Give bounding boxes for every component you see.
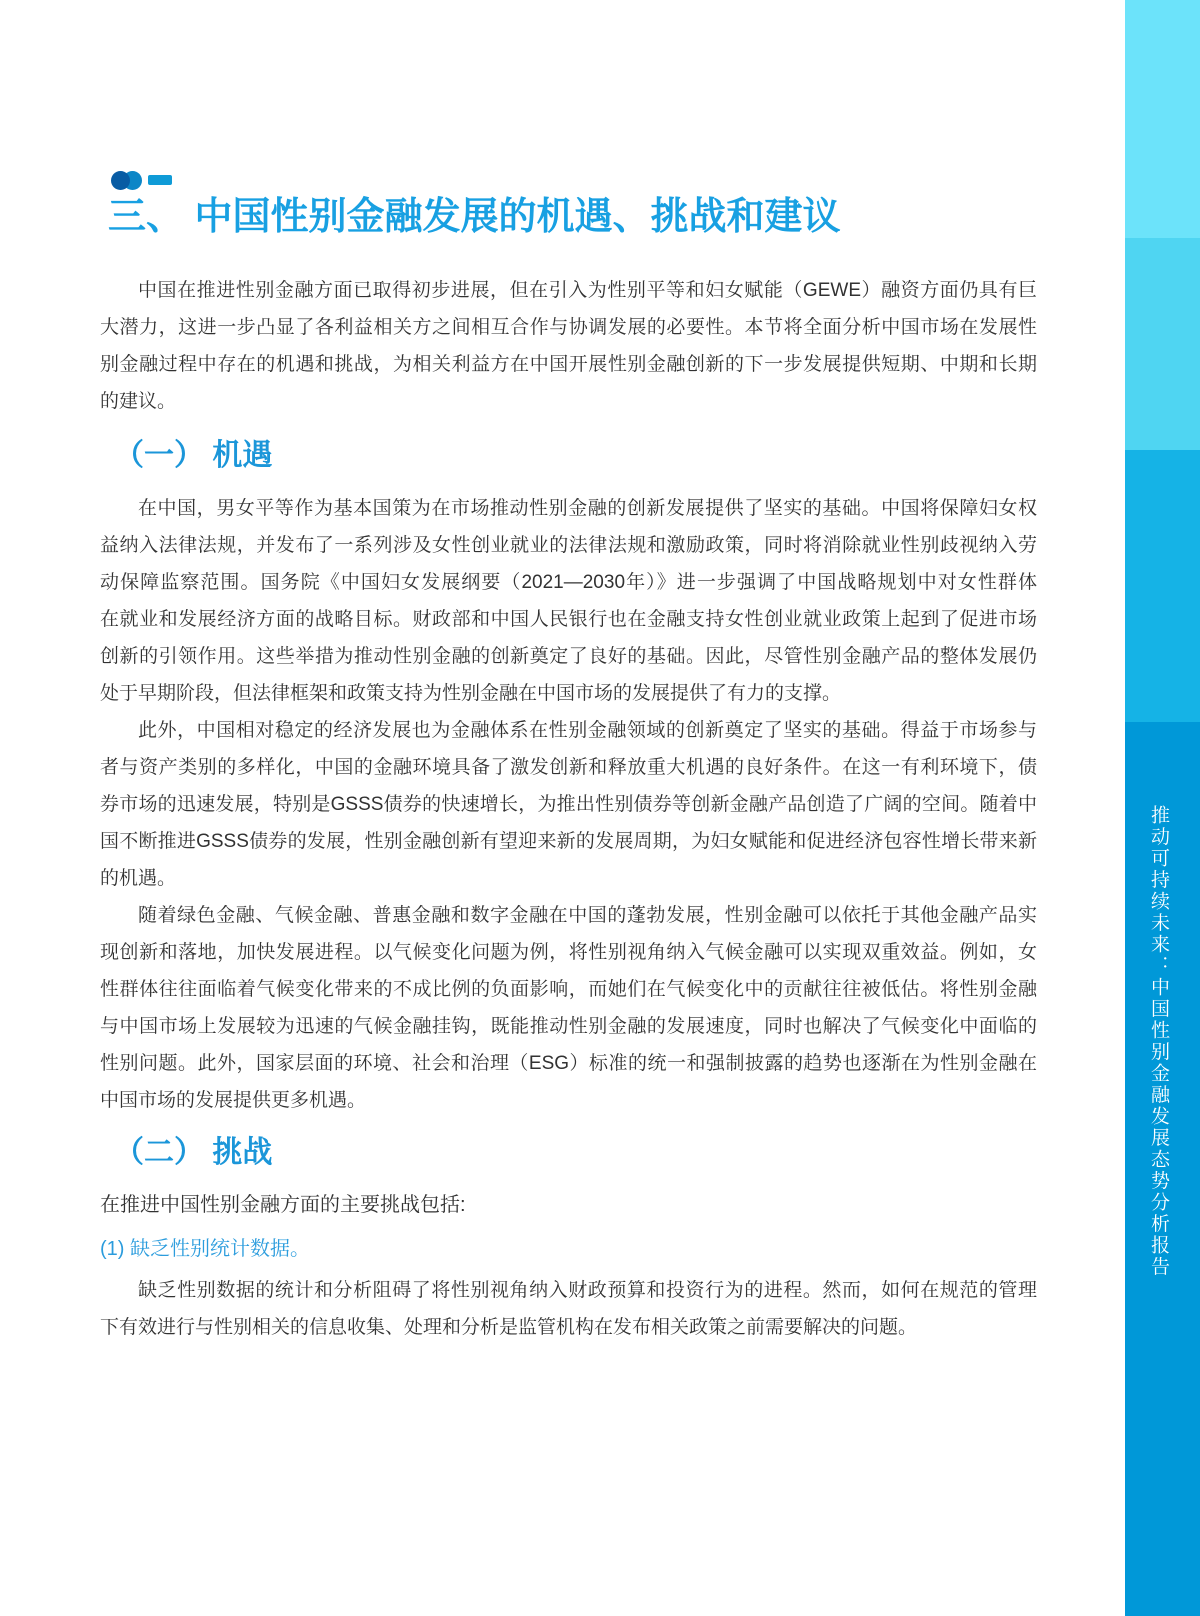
paragraph-line: 的建议。: [100, 391, 177, 412]
paragraph-line: 动保障监察范围。国务院《中国妇女发展纲要（2021—2030年）》进一步强调了中国战略规划中对女性群体: [100, 572, 1037, 593]
paragraph-line: 别金融过程中存在的机遇和挑战，为相关利益方在中国开展性别金融创新的下一步发展提供短期、中期和长期: [100, 354, 1037, 375]
paragraph-line: 者与资产类别的多样化，中国的金融环境具备了激发创新和释放重大机遇的良好条件。在这一有利环境下，债: [100, 757, 1037, 778]
sidebar-color-block: [1125, 238, 1200, 450]
paragraph-line: 券市场的迅速发展，特别是GSSS债券的快速增长，为推出性别债券等创新金融产品创造了广阔的空间。随着中: [100, 794, 1037, 815]
deco-dot-icon: [111, 171, 130, 190]
paragraph-line: 处于早期阶段，但法律框架和政策支持为性别金融在中国市场的发展提供了有力的支撑。: [100, 683, 842, 704]
paragraph-line: 此外，中国相对稳定的经济发展也为金融体系在性别金融领域的创新奠定了坚实的基础。得益于市场参与: [138, 720, 1037, 741]
opportunity-paragraphs: [100, 490, 1037, 1119]
paragraph-line: 大潜力，这进一步凸显了各利益相关方之间相互合作与协调发展的必要性。本节将全面分析中国市场在发展性: [100, 317, 1037, 338]
sidebar: [1125, 0, 1200, 1616]
challenge-item-1: (1) 缺乏性别统计数据。: [100, 1238, 310, 1260]
paragraph-line: 下有效进行与性别相关的信息收集、处理和分析是监管机构在发布相关政策之前需要解决的问题。: [100, 1317, 918, 1338]
paragraph-line: 创新的引领作用。这些举措为推动性别金融的创新奠定了良好的基础。因此，尽管性别金融产品的整体发展仍: [100, 646, 1037, 667]
intro-paragraph: [100, 272, 1037, 420]
paragraph-line: 与中国市场上发展较为迅速的气候金融挂钩，既能推动性别金融的发展速度，同时也解决了气候变化中面临的: [100, 1016, 1037, 1037]
paragraph-line: 随着绿色金融、气候金融、普惠金融和数字金融在中国的蓬勃发展，性别金融可以依托于其他金融产品实: [138, 905, 1037, 926]
page-title: 三、 中国性别金融发展的机遇、挑战和建议: [108, 196, 841, 238]
paragraph-line: 中国在推进性别金融方面已取得初步进展，但在引入为性别平等和妇女赋能（GEWE）融资方面仍具有巨: [138, 280, 1037, 301]
sidebar-vertical-title: 推动可持续未来：中国性别金融发展态势分析报告: [1148, 805, 1169, 1278]
paragraph-line: 中国市场的发展提供更多机遇。: [100, 1090, 367, 1111]
paragraph-line: 性群体往往面临着气候变化带来的不成比例的负面影响，而她们在气候变化中的贡献往往被低估。将性别金融: [100, 979, 1037, 1000]
paragraph-line: 国不断推进GSSS债券的发展，性别金融创新有望迎来新的发展周期，为妇女赋能和促进经济包容性增长带来新: [100, 831, 1037, 852]
sidebar-color-block: [1125, 450, 1200, 722]
challenge-paragraphs: [100, 1272, 1037, 1346]
page-content: [100, 0, 1037, 1346]
sidebar-color-block: [1125, 0, 1200, 238]
paragraph-line: 在就业和发展经济方面的战略目标。财政部和中国人民银行也在金融支持女性创业就业政策上起到了促进市场: [100, 609, 1037, 630]
challenge-lead-text: 在推进中国性别金融方面的主要挑战包括:: [100, 1194, 466, 1216]
section-heading-opportunity: （一） 机遇: [114, 439, 273, 472]
paragraph-line: 在中国，男女平等作为基本国策为在市场推动性别金融的创新发展提供了坚实的基础。中国将保障妇女权: [138, 498, 1037, 519]
paragraph-line: 现创新和落地，加快发展进程。以气候变化问题为例，将性别视角纳入气候金融可以实现双重效益。例如，女: [100, 942, 1037, 963]
paragraph-line: 性别问题。此外，国家层面的环境、社会和治理（ESG）标准的统一和强制披露的趋势也逐渐在为性别金融在: [100, 1053, 1037, 1074]
paragraph-line: 缺乏性别数据的统计和分析阻碍了将性别视角纳入财政预算和投资行为的进程。然而，如何在规范的管理: [138, 1280, 1037, 1301]
paragraph-line: 的机遇。: [100, 868, 177, 889]
paragraph-line: 益纳入法律法规，并发布了一系列涉及女性创业就业的法律法规和激励政策，同时将消除就业性别歧视纳入劳: [100, 535, 1037, 556]
section-heading-challenge: （二） 挑战: [114, 1136, 273, 1169]
